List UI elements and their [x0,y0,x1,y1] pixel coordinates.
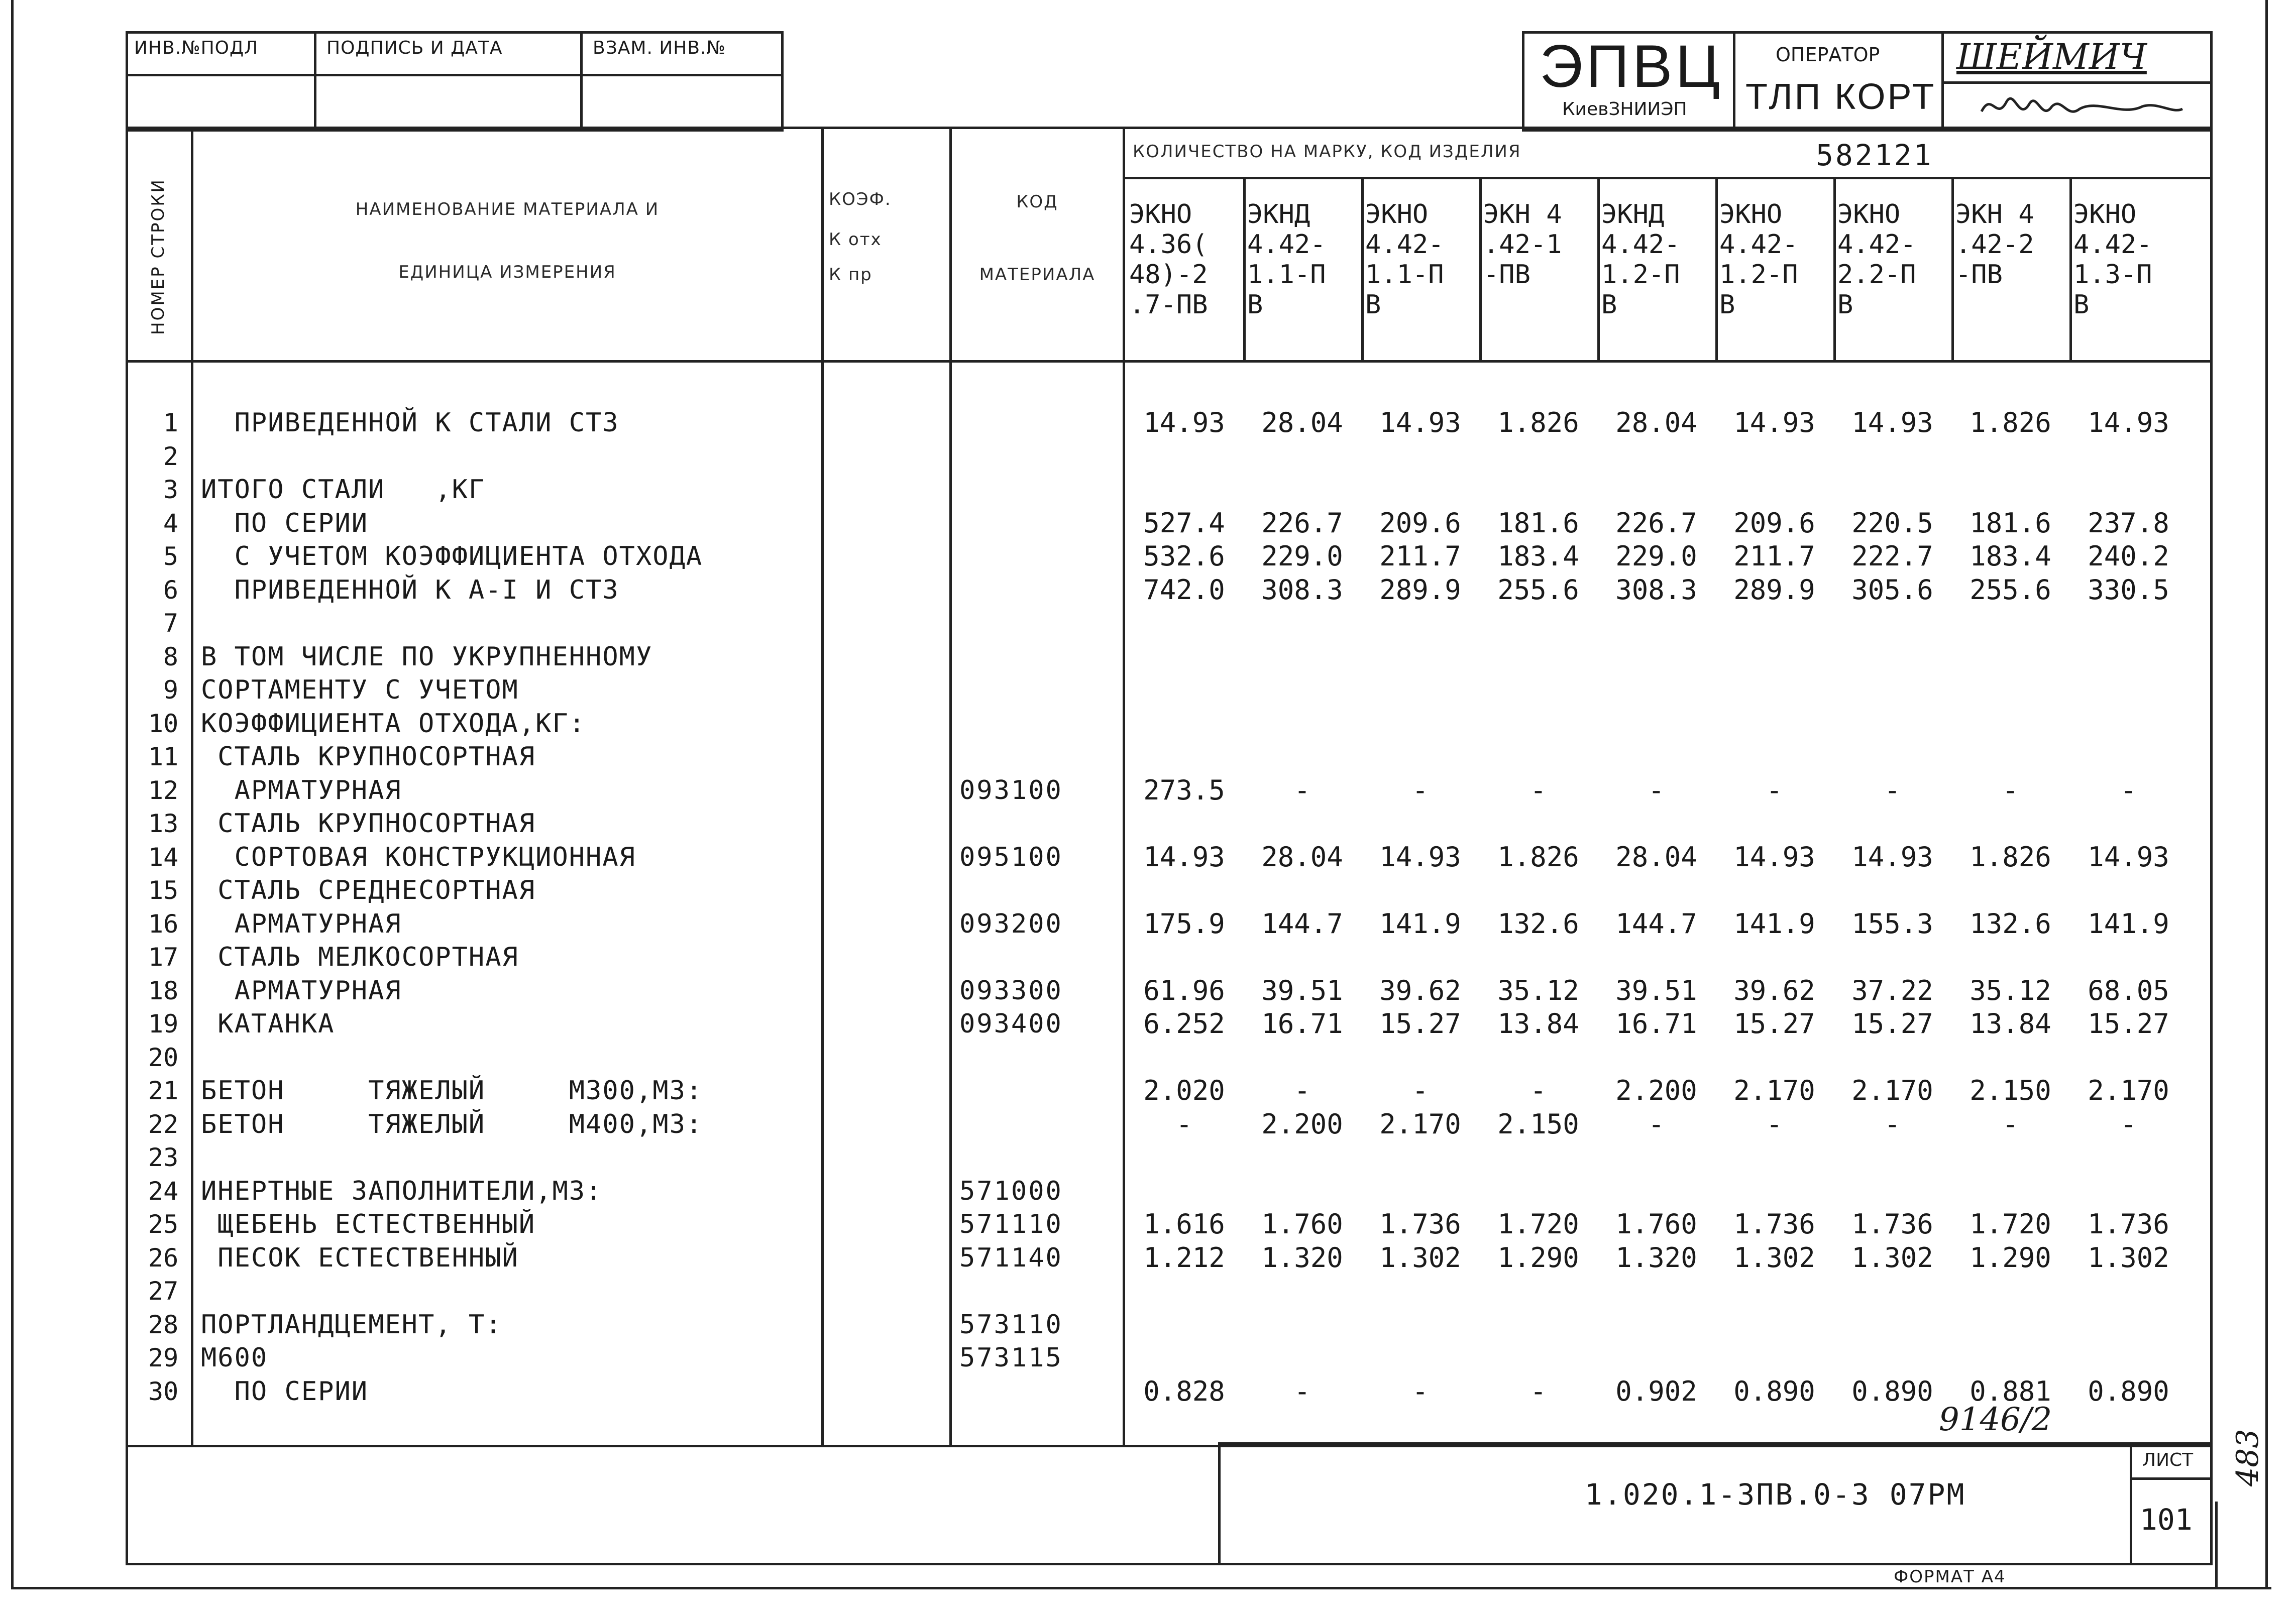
quantity-cell: 13.84 [1970,1008,2051,1040]
quantity-cell: 1.736 [1733,1208,1815,1240]
quantity-cell: 209.6 [1379,507,1461,539]
row-number: 20 [148,1043,179,1072]
quantity-cell: 183.4 [1970,540,2051,572]
quantity-cell: 2.150 [1970,1075,2051,1106]
quantity-cell: 144.7 [1261,907,1343,940]
row-number: 11 [148,742,179,771]
row-number: 23 [148,1143,179,1172]
row-number: 28 [148,1310,179,1339]
mark-header: ЭКН 4 .42-1 -ПВ [1483,199,1562,290]
quantity-cell: 211.7 [1733,540,1815,572]
quantity-cell: 1.302 [1851,1241,1933,1274]
material-code: 093300 [959,975,1063,1006]
quantity-cell: 1.760 [1615,1208,1697,1240]
material-name-header-2: ЕДИНИЦА ИЗМЕРЕНИЯ [398,262,616,282]
row-number: 26 [148,1243,179,1273]
quantity-cell: 532.6 [1143,540,1225,572]
mark-header: ЭКН 4 .42-2 -ПВ [1955,199,2034,290]
operator-label: ОПЕРАТОР [1776,44,1880,66]
mark-header: ЭКНД 4.42- 1.1-П В [1247,199,1326,320]
quantity-cell: - [1648,774,1665,806]
quantity-cell: 28.04 [1261,841,1343,873]
quantity-cell: 229.0 [1261,540,1343,572]
quantity-cell: 255.6 [1970,573,2051,606]
quantity-cell: 0.902 [1615,1375,1697,1407]
quantity-cell: 16.71 [1615,1008,1697,1040]
material-name: СТАЛЬ КРУПНОСОРТНАЯ [201,742,536,772]
row-number: 10 [148,709,179,738]
quantity-cell: 273.5 [1143,774,1225,806]
quantity-cell: 1.760 [1261,1208,1343,1240]
signature-scribble [1977,86,2188,127]
org-name: ЭПВЦ [1540,33,1723,100]
material-name: БЕТОН ТЯЖЕЛЫЙ М300,М3: [201,1076,703,1106]
row-number: 18 [148,976,179,1005]
material-code: 571000 [959,1176,1063,1206]
quantity-cell: 181.6 [1497,507,1579,539]
row-number: 7 [163,609,178,638]
quantity-cell: 237.8 [2088,507,2169,539]
material-name: В ТОМ ЧИСЛЕ ПО УКРУПНЕННОМУ [201,641,653,672]
quantity-cell: 1.720 [1497,1208,1579,1240]
material-name: СОРТОВАЯ КОНСТРУКЦИОННАЯ [201,842,636,872]
person-name: ШЕЙМИЧ [1956,36,2147,77]
right-margin-line [2265,0,2268,1589]
quantity-cell: 68.05 [2088,974,2169,1006]
quantity-cell: 1.320 [1615,1241,1697,1274]
material-name: СОРТАМЕНТУ С УЧЕТОМ [201,675,519,705]
format-label: ФОРМАТ А4 [1894,1567,2006,1587]
quantity-cell: 220.5 [1851,507,1933,539]
quantity-cell: 141.9 [1733,907,1815,940]
quantity-cell: 132.6 [1970,907,2051,940]
quantity-cell: 15.27 [1851,1008,1933,1040]
material-name: ПРИВЕДЕННОЙ К А-I И СТ3 [201,574,619,605]
material-name: АРМАТУРНАЯ [201,975,402,1006]
quantity-cell: 742.0 [1143,573,1225,606]
quantity-cell: 1.290 [1970,1241,2051,1274]
quantity-cell: 141.9 [2088,907,2169,940]
material-name: КОЭФФИЦИЕНТА ОТХОДА,КГ: [201,708,586,739]
quantity-cell: 2.200 [1261,1108,1343,1140]
side-number: 483 [2230,1429,2265,1486]
row-number: 17 [148,943,179,972]
quantity-cell: 2.170 [1851,1075,1933,1106]
quantity-cell: 14.93 [2088,407,2169,438]
material-name: ПО СЕРИИ [201,508,369,538]
quantity-cell: 0.890 [1733,1375,1815,1407]
mark-header: ЭКНО 4.42- 1.1-П В [1365,199,1444,320]
material-name: АРМАТУРНАЯ [201,775,402,805]
mark-header: ЭКНО 4.36( 48)-2 .7-ПВ [1129,199,1208,320]
quantity-cell: 1.826 [1970,841,2051,873]
quantity-cell: - [1412,1075,1429,1106]
material-name: СТАЛЬ КРУПНОСОРТНАЯ [201,809,536,839]
material-name: КАТАНКА [201,1009,335,1039]
quantity-cell: - [1412,1375,1429,1407]
row-number: 30 [148,1376,179,1406]
row-number: 16 [148,909,179,939]
quantity-cell: 1.826 [1497,841,1579,873]
quantity-cell: - [1884,774,1901,806]
material-name: БЕТОН ТЯЖЕЛЫЙ М400,М3: [201,1109,703,1139]
material-code: 093100 [959,775,1063,805]
quantity-cell: 14.93 [1733,841,1815,873]
row-number: 6 [163,575,178,605]
row-number: 2 [163,441,178,471]
org-subtitle: КиевЗНИИЭП [1562,99,1687,120]
quantity-cell: 14.93 [1851,841,1933,873]
product-code: 582121 [1816,138,1933,172]
quantity-cell: - [1648,1108,1665,1140]
quantity-cell: - [1530,1375,1547,1407]
row-number: 5 [163,542,178,571]
quantity-cell: 39.62 [1733,974,1815,1006]
quantity-cell: 144.7 [1615,907,1697,940]
document-number: 1.020.1-3ПВ.0-3 07РМ [1585,1477,1966,1512]
row-number: 4 [163,508,178,538]
replace-inv-label: ВЗАМ. ИНВ.№ [593,38,726,58]
row-number: 24 [148,1176,179,1206]
quantity-cell: 183.4 [1497,540,1579,572]
org-block [1522,31,2213,132]
material-code: 573110 [959,1309,1063,1340]
quantity-cell: - [1530,1075,1547,1106]
quantity-cell: 0.828 [1143,1375,1225,1407]
quantity-cell: 35.12 [1497,974,1579,1006]
quantity-cell: 1.720 [1970,1208,2051,1240]
material-code: 093400 [959,1009,1063,1039]
operator-value: ТЛП КОРТ [1745,77,1936,117]
row-number: 15 [148,876,179,905]
mark-header: ЭКНО 4.42- 1.3-П В [2073,199,2152,320]
quantity-cell: 0.890 [1851,1375,1933,1407]
quantity-cell: 14.93 [1733,407,1815,438]
quantity-cell: 1.302 [1733,1241,1815,1274]
inv-number-label: ИНВ.№ПОДЛ [134,38,259,58]
material-name-header-1: НАИМЕНОВАНИЕ МАТЕРИАЛА И [355,199,660,219]
quantity-cell: 35.12 [1970,974,2051,1006]
quantity-cell: 14.93 [1379,407,1461,438]
quantity-cell: 1.736 [1379,1208,1461,1240]
mark-header: ЭКНО 4.42- 1.2-П В [1719,199,1798,320]
quantity-cell: 6.252 [1143,1008,1225,1040]
row-number: 3 [163,475,178,504]
row-number: 25 [148,1210,179,1239]
quantity-cell: 39.51 [1261,974,1343,1006]
material-name: ИНЕРТНЫЕ ЗАПОЛНИТЕЛИ,М3: [201,1176,603,1206]
quantity-cell: - [2002,1108,2019,1140]
quantity-cell: 1.736 [1851,1208,1933,1240]
quantity-cell: 1.616 [1143,1208,1225,1240]
quantity-cell: 15.27 [2088,1008,2169,1040]
quantity-cell: 330.5 [2088,573,2169,606]
material-name: СТАЛЬ МЕЛКОСОРТНАЯ [201,942,519,972]
quantity-cell: 305.6 [1851,573,1933,606]
mark-header: ЭКНО 4.42- 2.2-П В [1837,199,1916,320]
quantity-cell: - [1412,774,1429,806]
quantity-cell: 1.302 [1379,1241,1461,1274]
row-number-header: НОМЕР СТРОКИ [148,178,168,335]
coef-header-2: К отх [829,229,882,250]
quantity-cell: 240.2 [2088,540,2169,572]
quantity-cell: 14.93 [2088,841,2169,873]
quantity-cell: - [1294,1375,1310,1407]
quantity-cell: 255.6 [1497,573,1579,606]
material-name: М600 [201,1343,268,1373]
quantity-cell: - [1766,1108,1783,1140]
quantity-cell: 229.0 [1615,540,1697,572]
quantity-cell: 226.7 [1261,507,1343,539]
quantity-cell: 15.27 [1733,1008,1815,1040]
materials-table [126,127,2213,1447]
material-name: АРМАТУРНАЯ [201,908,402,939]
table-body [128,129,2210,1445]
quantity-cell: 211.7 [1379,540,1461,572]
quantity-cell: - [2120,1108,2137,1140]
quantity-cell: 222.7 [1851,540,1933,572]
quantity-cell: 2.020 [1143,1075,1225,1106]
row-number: 8 [163,642,178,671]
row-number: 13 [148,809,179,838]
quantity-cell: 2.200 [1615,1075,1697,1106]
handwritten-reference: 9146/2 [1939,1401,2052,1438]
quantity-cell: 13.84 [1497,1008,1579,1040]
quantity-cell: - [2002,774,2019,806]
quantity-cell: 37.22 [1851,974,1933,1006]
quantity-cell: 28.04 [1615,407,1697,438]
quantity-cell: - [2120,774,2137,806]
quantity-cell: 61.96 [1143,974,1225,1006]
row-number: 14 [148,842,179,872]
side-box-line [2215,1502,2218,1587]
quantity-cell: 181.6 [1970,507,2051,539]
code-header-1: КОД [1016,192,1058,212]
quantity-cell: 1.736 [2088,1208,2169,1240]
quantity-cell: 16.71 [1261,1008,1343,1040]
quantity-cell: - [1176,1108,1192,1140]
quantity-cell: 14.93 [1379,841,1461,873]
quantity-cell: 0.890 [2088,1375,2169,1407]
row-number: 27 [148,1277,179,1306]
quantity-cell: 1.302 [2088,1241,2169,1274]
quantity-cell: 14.93 [1143,841,1225,873]
quantity-cell: - [1294,774,1310,806]
material-name: ПЕСОК ЕСТЕСТВЕННЫЙ [201,1242,519,1273]
row-number: 9 [163,675,178,705]
quantity-cell: 2.170 [1733,1075,1815,1106]
material-code: 093200 [959,908,1063,939]
material-name: С УЧЕТОМ КОЭФФИЦИЕНТА ОТХОДА [201,541,703,571]
mark-header: ЭКНД 4.42- 1.2-П В [1601,199,1680,320]
quantity-cell: 141.9 [1379,907,1461,940]
quantity-cell: 289.9 [1733,573,1815,606]
quantity-cell: 527.4 [1143,507,1225,539]
quantity-cell: - [1884,1108,1901,1140]
quantity-cell: 1.826 [1970,407,2051,438]
coef-header-3: К пр [829,265,872,285]
quantity-cell: - [1294,1075,1310,1106]
quantity-cell: 39.51 [1615,974,1697,1006]
title-block [126,1442,2213,1565]
quantity-cell: 2.170 [2088,1075,2169,1106]
left-margin-line [11,0,14,1587]
quantity-cell: 132.6 [1497,907,1579,940]
quantity-cell: 289.9 [1379,573,1461,606]
row-number: 12 [148,775,179,805]
quantity-cell: 308.3 [1261,573,1343,606]
row-number: 22 [148,1109,179,1139]
quantity-cell: 1.320 [1261,1241,1343,1274]
material-code: 571110 [959,1209,1063,1239]
row-number: 29 [148,1343,179,1372]
code-header-2: МАТЕРИАЛА [979,265,1096,285]
quantity-cell: 2.170 [1379,1108,1461,1140]
material-name: ИТОГО СТАЛИ ,КГ [201,475,486,505]
quantity-header: КОЛИЧЕСТВО НА МАРКУ, КОД ИЗДЕЛИЯ [1133,142,1521,162]
sheet-label: ЛИСТ [2142,1450,2194,1470]
quantity-cell: - [1766,774,1783,806]
quantity-cell: 28.04 [1261,407,1343,438]
row-number: 19 [148,1009,179,1039]
bottom-margin-line [11,1587,2271,1589]
quantity-cell: - [1530,774,1547,806]
quantity-cell: 226.7 [1615,507,1697,539]
material-name: ПО СЕРИИ [201,1376,369,1407]
quantity-cell: 0.881 [1970,1375,2051,1407]
material-code: 095100 [959,842,1063,872]
material-code: 571140 [959,1242,1063,1273]
quantity-cell: 28.04 [1615,841,1697,873]
row-number: 21 [148,1076,179,1105]
signature-date-label: ПОДПИСЬ И ДАТА [326,38,503,58]
material-code: 573115 [959,1343,1063,1373]
row-number: 1 [163,408,178,437]
archive-stamp [126,31,784,132]
quantity-cell: 39.62 [1379,974,1461,1006]
quantity-cell: 14.93 [1143,407,1225,438]
quantity-cell: 209.6 [1733,507,1815,539]
coef-header-1: КОЭФ. [829,189,892,209]
material-name: СТАЛЬ СРЕДНЕСОРТНАЯ [201,875,536,905]
quantity-cell: 15.27 [1379,1008,1461,1040]
quantity-cell: 2.150 [1497,1108,1579,1140]
material-name: ПОРТЛАНДЦЕМЕНТ, Т: [201,1309,502,1340]
quantity-cell: 1.826 [1497,407,1579,438]
quantity-cell: 14.93 [1851,407,1933,438]
quantity-cell: 175.9 [1143,907,1225,940]
material-name: ПРИВЕДЕННОЙ К СТАЛИ СТ3 [201,408,619,438]
quantity-cell: 308.3 [1615,573,1697,606]
material-name: ЩЕБЕНЬ ЕСТЕСТВЕННЫЙ [201,1209,536,1239]
quantity-cell: 1.290 [1497,1241,1579,1274]
quantity-cell: 155.3 [1851,907,1933,940]
sheet-number: 101 [2140,1503,2193,1537]
quantity-cell: 1.212 [1143,1241,1225,1274]
